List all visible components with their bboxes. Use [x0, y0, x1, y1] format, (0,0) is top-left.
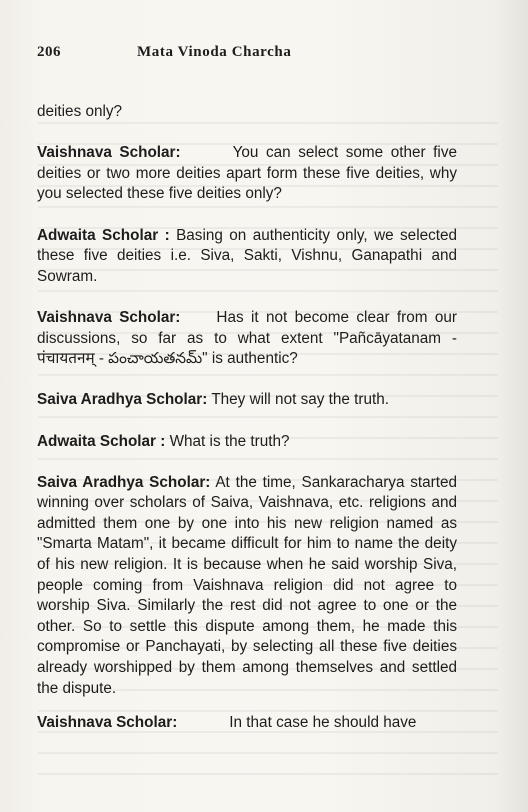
running-head: Mata Vinoda Charcha — [137, 44, 292, 60]
speaker-label: Vaishnava Scholar: — [37, 308, 181, 326]
paragraph-text: What is the truth? — [169, 432, 290, 450]
paragraph-text: They will not say the truth. — [211, 391, 390, 409]
paragraph-text: At the time, Sankaracharya started winning over scholars of Saiva, Vaishnava, etc. religions and admitted them one by one into his new religion named as "Smarta Matam", it became difficult for him to name the deity of his new religion. It is because when he said worship Siva, people coming from Vaishnava religion did not agree to worship Siva. Similarly the rest did not agree to one or the other. So to settle this dispute among them, he made this compromise or Panchayati, by selecting all these five deities already worshipped by them among themselves and settled the dispute. — [37, 473, 457, 697]
speaker-label: Saiva Aradhya Scholar: — [37, 473, 211, 491]
paragraph-text: Basing on authenticity only, we selected these five deities i.e. Siva, Sakti, Vishnu, Ganapathi and Sowram. — [37, 226, 458, 285]
paragraph-text: Has it not become clear from our discussions, so far as to what extent "Pañcāyatanam - पंचायतनम् - పంచాయతనమ్" is authentic? — [37, 308, 457, 368]
paragraph — [37, 226, 457, 288]
paragraph-text: In that case he should have — [229, 714, 417, 732]
paragraph-text: deities only? — [37, 103, 123, 120]
page-number: 206 — [37, 44, 61, 60]
dialogue-body — [37, 102, 457, 754]
speaker-label: Vaishnava Scholar: — [37, 144, 181, 162]
speaker-label: Saiva Aradhya Scholar: — [37, 391, 208, 409]
paragraph-text: You can select some other five deities or two more deities apart form these five deities, why you selected these five deities only? — [37, 144, 457, 203]
paragraph — [37, 102, 457, 123]
page-header — [37, 44, 498, 66]
paragraph — [37, 473, 457, 700]
paragraph — [37, 390, 457, 411]
paragraph — [37, 308, 457, 370]
speaker-label: Adwaita Scholar : — [37, 226, 170, 244]
paragraph — [37, 143, 457, 205]
paragraph — [37, 713, 457, 734]
speaker-label: Vaishnava Scholar: — [37, 714, 178, 732]
paragraph — [37, 432, 457, 453]
speaker-label: Adwaita Scholar : — [37, 432, 166, 450]
